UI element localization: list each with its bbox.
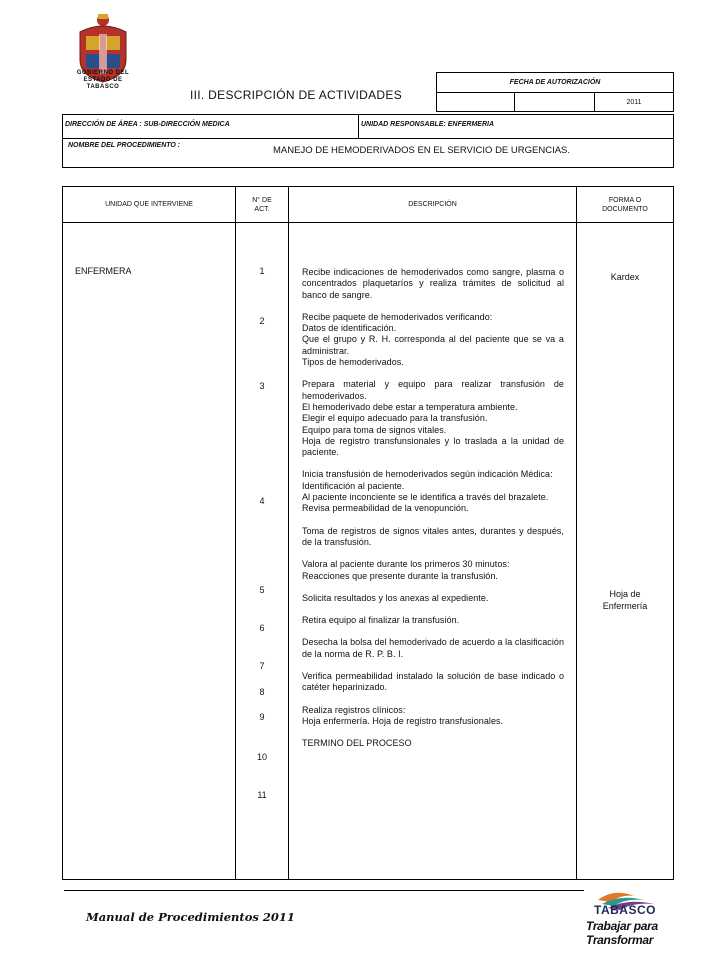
- activities-table: [62, 186, 674, 880]
- footer-divider: [64, 890, 584, 891]
- activity-number: 10: [256, 752, 267, 762]
- description-text: Realiza registros clínicos:: [302, 704, 406, 715]
- activity-number: 7: [259, 661, 265, 671]
- description-text: Inicia transfusión de hemoderivados según indicación Médica:: [302, 469, 553, 480]
- document-value: Kardex: [610, 272, 640, 282]
- number-column: [236, 223, 289, 879]
- unit-value: ENFERMERA: [75, 266, 132, 276]
- activity-number: 9: [259, 712, 265, 722]
- activity-number: 6: [259, 623, 265, 633]
- authorization-box: [436, 72, 674, 112]
- description-text: Identificación al paciente.: [302, 480, 405, 491]
- activity-number: 11: [257, 790, 267, 800]
- description-text: Reacciones que presente durante la transfusión.: [302, 570, 498, 581]
- description-text: Prepara material y equipo para realizar transfusión de hemoderivados.: [302, 379, 564, 401]
- procedure-name-value: MANEJO DE HEMODERIVADOS EN EL SERVICIO DE URGENCIAS.: [273, 145, 571, 156]
- activity-number: 4: [259, 496, 265, 506]
- column-header-description: DESCRIPCIÓN: [289, 187, 577, 222]
- description-text: Solicita resultados y los anexas al expediente.: [302, 592, 489, 603]
- description-text: Valora al paciente durante los primeros 30 minutos:: [302, 559, 510, 570]
- document-value: Enfermería: [602, 601, 648, 611]
- description-text: Recibe indicaciones de hemoderivados como sangre, plasma o concentrados plaquetaríos y realiza trámites de solicitud al banco de sangre.: [302, 267, 564, 300]
- description-text: El hemoderivado debe estar a temperatura ambiente.: [302, 401, 518, 412]
- crest-line-2: ESTADO DE: [83, 77, 123, 83]
- description-text: Datos de identificación.: [302, 323, 397, 334]
- description-text: Al paciente inconciente se le identifica a través del brazalete.: [302, 492, 549, 503]
- document-value: Hoja de: [609, 589, 641, 599]
- document-column: [577, 223, 673, 879]
- page-title: III. DESCRIPCIÓN DE ACTIVIDADES: [190, 88, 403, 102]
- crest-caption: [60, 70, 146, 91]
- description-text: Retira equipo al finalizar la transfusión.: [302, 615, 460, 626]
- activity-number: 3: [259, 381, 265, 391]
- description-text: Elegir el equipo adecuado para la transfusión.: [302, 413, 488, 424]
- authorization-month: [515, 93, 595, 112]
- authorization-day: [437, 93, 515, 112]
- description-text: Verifica permeabilidad instalado la solución de base indicado o catéter heparinizado.: [302, 671, 564, 693]
- description-text: Revisa permeabilidad de la venopunción.: [302, 503, 469, 514]
- description-text: Tipos de hemoderivados.: [302, 357, 404, 368]
- description-text: TERMINO DEL PROCESO: [302, 738, 412, 749]
- activity-number: 5: [259, 585, 265, 595]
- description-column: [289, 223, 577, 879]
- authorization-label: FECHA DE AUTORIZACIÓN: [437, 73, 673, 93]
- description-text: Hoja de registro transfunsionales y lo traslada a la unidad de paciente.: [302, 435, 564, 458]
- procedure-name-label: NOMBRE DEL PROCEDIMIENTO :: [68, 142, 181, 149]
- crest-line-1: GOBIERNO DEL: [76, 70, 130, 76]
- table-header: [63, 187, 673, 223]
- description-text: Hoja enfermería. Hoja de registro transfusionales.: [302, 715, 504, 726]
- description-text: Equipo para toma de signos vitales.: [302, 424, 447, 435]
- footer-manual-title: Manual de Procedimientos 2011: [86, 910, 295, 924]
- procedure-info-box: [62, 114, 674, 168]
- column-header-document: FORMA O DOCUMENTO: [602, 196, 648, 213]
- activity-number: 8: [259, 687, 265, 697]
- description-text: Toma de registros de signos vitales antes, durantes y después, de la transfusión.: [302, 525, 564, 547]
- activity-number: 1: [259, 266, 265, 276]
- description-text: Que el grupo y R. H. corresponda al del paciente que se va a administrar.: [302, 334, 564, 356]
- logo-name: TABASCO: [594, 903, 656, 917]
- responsible-unit-field: UNIDAD RESPONSABLE: ENFERMERIA: [361, 121, 495, 128]
- column-header-unit: UNIDAD QUE INTERVIENE: [63, 187, 236, 222]
- unit-column: [63, 223, 236, 879]
- description-text: Recibe paquete de hemoderivados verificando:: [302, 311, 493, 322]
- logo-slogan: Trabajar para Transformar: [586, 919, 658, 947]
- description-text: Desecha la bolsa del hemoderivado de acuerdo a la clasificación de la norma de R. P. B. I.: [302, 637, 564, 659]
- direction-field: DIRECCIÓN DE ÁREA : SUB-DIRECCIÓN MEDICA: [63, 115, 359, 138]
- column-header-number: N° DE ACT.: [236, 187, 289, 222]
- activity-number: 2: [259, 316, 265, 326]
- crest-line-3: TABASCO: [86, 84, 120, 90]
- authorization-year: 2011: [626, 99, 642, 106]
